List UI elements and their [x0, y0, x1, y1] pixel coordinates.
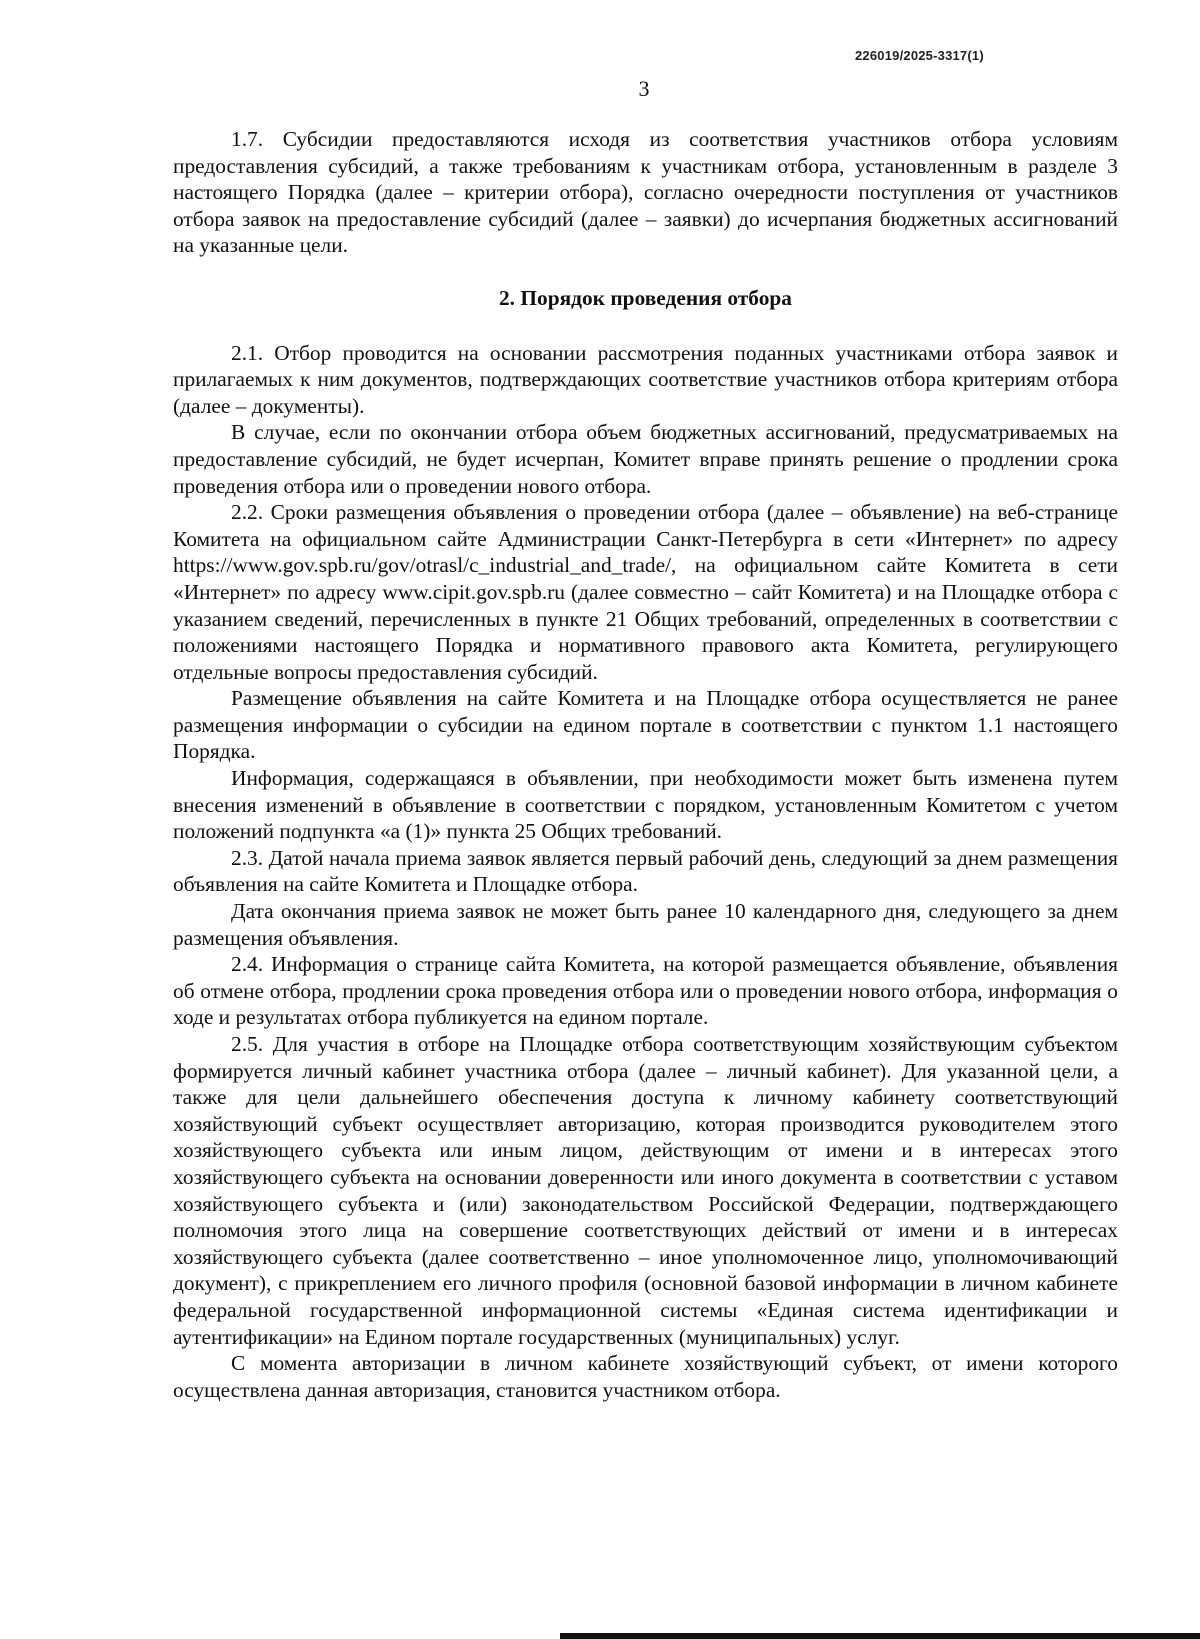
paragraph-2-2-c: Информация, содержащаяся в объявлении, при необходимости может быть изменена путем внесения изменений в объявление в соответствии с порядком, установленным Комитетом с учетом положений подпункта «а (1)» пункта 25 Общих требований. — [173, 766, 1118, 844]
paragraph-2-3: 2.3. Датой начала приема заявок является первый рабочий день, следующий за днем размещения объявления на сайте Комитета и Площадке отбора. — [173, 845, 1118, 897]
paragraph-2-2: 2.2. Сроки размещения объявления о проведении отбора (далее – объявление) на веб-странице Комитета на официальном сайте Администрации Санкт-Петербурга в сети «Интернет» по адресу https://www.gov.spb.ru/gov/otrasl/c_industrial_and_trade/, на официальном сайте Комитета в сети «Интернет» по адресу www.cipit.gov.spb.ru (далее совместно – сайт Комитета) и на Площадке отбора с указанием сведений, перечисленных в пункте 21 Общих требований, определенных в соответствии с положениями настоящего Порядка и нормативного правового акта Комитета, регулирующего отдельные вопросы предоставления субсидий. — [173, 500, 1118, 684]
paragraph-2-1-b: В случае, если по окончании отбора объем бюджетных ассигнований, предусматриваемых на предоставление субсидий, не будет исчерпан, Комитет вправе принять решение о продлении срока проведения отбора или о проведении нового отбора. — [173, 420, 1118, 498]
paragraph-2-5-b: С момента авторизации в личном кабинете хозяйствующий субъект, от имени которого осуществлена данная авторизация, становится участником отбора. — [173, 1351, 1118, 1402]
section-2-title: 2. Порядок проведения отбора — [498, 285, 793, 310]
scan-bottom-edge — [560, 1633, 1200, 1639]
paragraph-1-7: 1.7. Субсидии предоставляются исходя из соответствия участников отбора условиям предоставления субсидий, а также требованиям к участникам отбора, установленным в разделе 3 настоящего Порядка (далее – критерии отбора), согласно очередности поступления от участников отбора заявок на предоставление субсидий (далее – заявки) до исчерпания бюджетных ассигнований на указанные цели. — [173, 127, 1118, 258]
paragraph-2-5: 2.5. Для участия в отборе на Площадке отбора соответствующим хозяйствующим субъектом формируется личный кабинет участника отбора (далее – личный кабинет). Для указанной цели, а также для цели дальнейшего обеспечения доступа к личному кабинету соответствующий хозяйствующий субъект осуществляет авторизацию, которая производится руководителем этого хозяйствующего субъекта или иным лицом, действующим от имени и в интересах этого хозяйствующего субъекта на основании доверенности или иного документа в соответствии с уставом хозяйствующего субъекта и (или) законодательством Российской Федерации, подтверждающего полномочия этого лица на совершение соответствующих действий от имени и в интересах хозяйствующего субъекта (далее соответственно – иное уполномоченное лицо, уполномочивающий документ), с прикреплением его личного профиля (основной базовой информации в личном кабинете федеральной государственной информационной системы «Единая система идентификации и аутентификации» на Едином портале государственных (муниципальных) услуг. — [173, 1032, 1118, 1349]
paragraph-2-3-b: Дата окончания приема заявок не может быть ранее 10 календарного дня, следующего за днем размещения объявления. — [173, 899, 1118, 950]
page-number: 3 — [638, 76, 650, 101]
paragraph-2-4: 2.4. Информация о странице сайта Комитета, на которой размещается объявление, объявления об отмене отбора, продлении срока проведения отбора или о проведении нового отбора, информация о ходе и результатах отбора публикуется на едином портале. — [173, 952, 1118, 1030]
document-id: 226019/2025-3317(1) — [855, 48, 984, 63]
paragraph-2-2-b: Размещение объявления на сайте Комитета и на Площадке отбора осуществляется не ранее размещения информации о субсидии на едином портале в соответствии с пунктом 1.1 настоящего Порядка. — [173, 686, 1118, 764]
paragraph-2-1: 2.1. Отбор проводится на основании рассмотрения поданных участниками отбора заявок и прилагаемых к ним документов, подтверждающих соответствие участников отбора критериям отбора (далее – документы). — [173, 340, 1118, 418]
document-body — [173, 126, 1118, 1403]
